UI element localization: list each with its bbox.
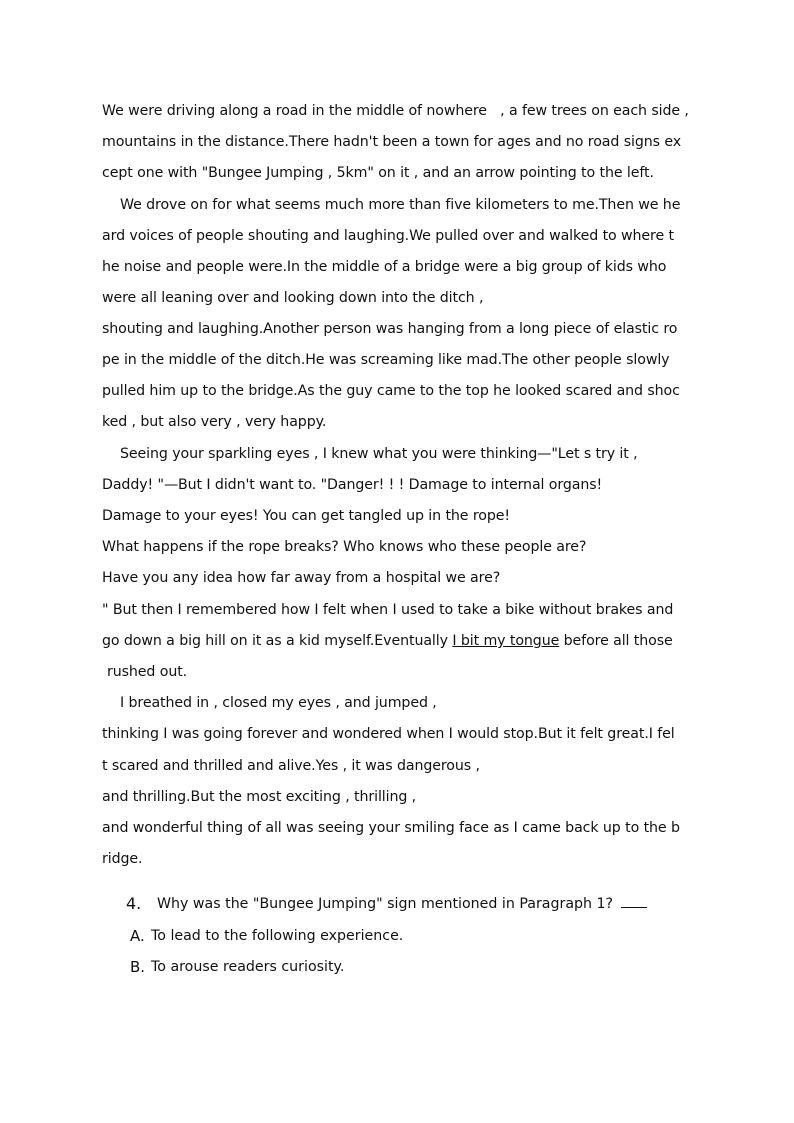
- passage-line: shouting and laughing.Another person was hanging from a long piece of elastic ro: [102, 321, 678, 337]
- underlined-phrase: I bit my tongue: [452, 633, 560, 649]
- question-number: 4.: [126, 894, 142, 913]
- passage-line: Daddy! "—But I didn't want to. "Danger! ! ! Damage to internal organs!: [102, 477, 603, 493]
- option-letter-a: A.: [130, 927, 145, 945]
- passage-line: Seeing your sparkling eyes , I knew what you were thinking—"Let s try it ,: [120, 446, 638, 462]
- passage-line: We were driving along a road in the middle of nowhere , a few trees on each side ,: [102, 103, 689, 119]
- passage-line: Have you any idea how far away from a hospital we are?: [102, 570, 501, 586]
- passage-line: and wonderful thing of all was seeing your smiling face as I came back up to the b: [102, 820, 680, 836]
- passage-text: go down a big hill on it as a kid myself.Eventually: [102, 633, 453, 649]
- answer-blank[interactable]: [621, 895, 647, 908]
- passage-line: he noise and people were.In the middle of a bridge were a big group of kids who: [102, 259, 667, 275]
- passage-line: t scared and thrilled and alive.Yes , it was dangerous ,: [102, 758, 480, 774]
- question-text: Why was the "Bungee Jumping" sign mentioned in Paragraph 1?: [157, 896, 614, 912]
- passage-line: rushed out.: [107, 664, 188, 680]
- passage-line: ard voices of people shouting and laughing.We pulled over and walked to where t: [102, 228, 674, 244]
- passage-line-with-underline: [102, 631, 702, 651]
- passage-line: What happens if the rope breaks? Who knows who these people are?: [102, 539, 587, 555]
- passage-line: and thrilling.But the most exciting , thrilling ,: [102, 789, 417, 805]
- passage-line: ked , but also very , very happy.: [102, 414, 327, 430]
- passage-line: thinking I was going forever and wondered when I would stop.But it felt great.I fel: [102, 726, 675, 742]
- passage-line: pe in the middle of the ditch.He was screaming like mad.The other people slowly: [102, 352, 670, 368]
- passage-line: were all leaning over and looking down into the ditch ,: [102, 290, 484, 306]
- passage-line: We drove on for what seems much more than five kilometers to me.Then we he: [120, 197, 681, 213]
- passage-line: Damage to your eyes! You can get tangled up in the rope!: [102, 508, 510, 524]
- passage-line: ridge.: [102, 851, 143, 867]
- option-b[interactable]: To arouse readers curiosity.: [151, 959, 345, 975]
- passage-line: mountains in the distance.There hadn't been a town for ages and no road signs ex: [102, 134, 682, 150]
- passage-line: cept one with "Bungee Jumping , 5km" on it , and an arrow pointing to the left.: [102, 165, 654, 181]
- option-letter-b: B.: [130, 958, 146, 976]
- passage-text: before all those: [559, 633, 673, 649]
- question-text-row: [157, 894, 647, 914]
- passage-line: pulled him up to the bridge.As the guy came to the top he looked scared and shoc: [102, 383, 680, 399]
- option-a[interactable]: To lead to the following experience.: [151, 928, 404, 944]
- passage-line: I breathed in , closed my eyes , and jumped ,: [120, 695, 437, 711]
- passage-line: " But then I remembered how I felt when I used to take a bike without brakes and: [102, 602, 674, 618]
